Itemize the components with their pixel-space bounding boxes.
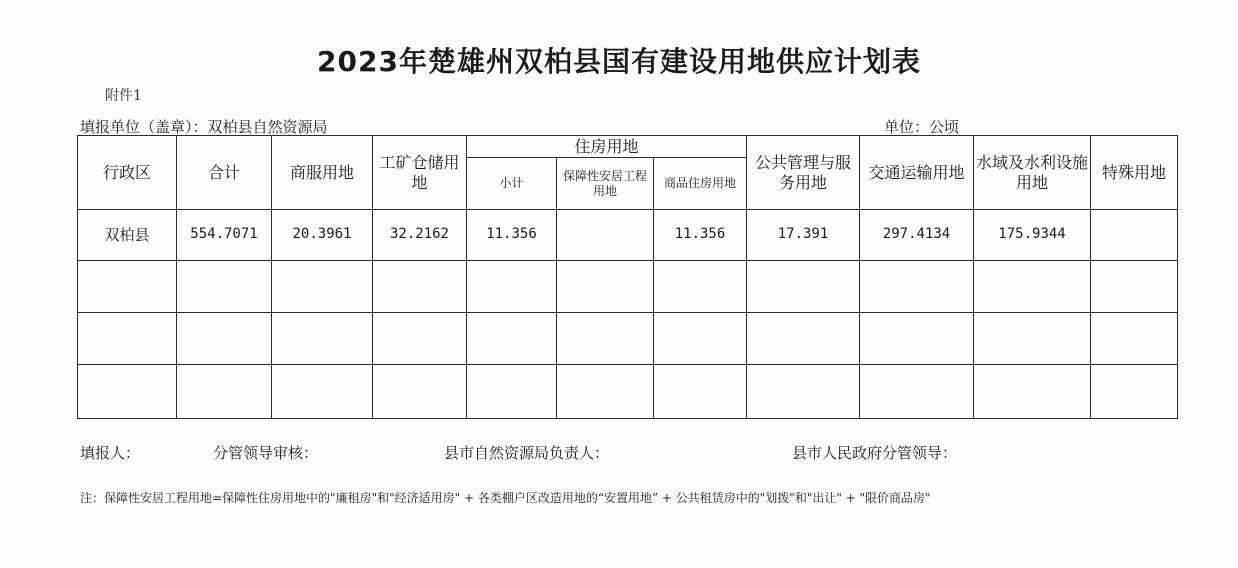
cell-transport: 297.4134	[860, 210, 974, 261]
header-transport: 交通运输用地	[860, 136, 974, 210]
table-row	[78, 210, 1178, 261]
header-special: 特殊用地	[1091, 136, 1178, 210]
header-housing-affordable: 保障性安居工程用地	[557, 158, 654, 210]
gov-leader-label: 县市人民政府分管领导：	[792, 444, 958, 462]
bureau-head-label: 县市自然资源局负责人：	[444, 444, 610, 462]
land-supply-table	[77, 135, 1178, 419]
header-water: 水域及水利设施用地	[974, 136, 1091, 210]
header-housing-commercial: 商品住房用地	[654, 158, 747, 210]
header-housing-subtotal: 小计	[467, 158, 557, 210]
cell-industrial: 32.2162	[373, 210, 467, 261]
table-row-empty	[78, 365, 1178, 419]
cell-special	[1091, 210, 1178, 261]
cell-district: 双柏县	[78, 210, 177, 261]
cell-water: 175.9344	[974, 210, 1091, 261]
header-public: 公共管理与服务用地	[747, 136, 860, 210]
fill-unit-label: 填报单位（盖章）：双柏县自然资源局	[80, 118, 328, 136]
footnote: 注：保障性安居工程用地=保障性住房用地中的"廉租房"和"经济适用房" + 各类棚户区改造用地的“安置用地” + 公共租赁房中的"划拨"和"出让" + "限价商品房"	[80, 491, 931, 505]
filler-label: 填报人：	[80, 444, 141, 462]
cell-public: 17.391	[747, 210, 860, 261]
header-commercial: 商服用地	[272, 136, 373, 210]
header-housing-group: 住房用地	[467, 136, 747, 158]
page-title: 2023年楚雄州双柏县国有建设用地供应计划表	[317, 45, 921, 78]
table-row-empty	[78, 261, 1178, 313]
cell-housing-commercial: 11.356	[654, 210, 747, 261]
supervisor-label: 分管领导审核：	[213, 444, 319, 462]
unit-label: 单位：公顷	[884, 118, 960, 136]
attachment-label: 附件1	[105, 88, 142, 104]
cell-housing-subtotal: 11.356	[467, 210, 557, 261]
cell-housing-affordable	[557, 210, 654, 261]
cell-commercial: 20.3961	[272, 210, 373, 261]
header-industrial: 工矿仓储用地	[373, 136, 467, 210]
cell-total: 554.7071	[177, 210, 272, 261]
table-row-empty	[78, 313, 1178, 365]
header-district: 行政区	[78, 136, 177, 210]
header-total: 合计	[177, 136, 272, 210]
